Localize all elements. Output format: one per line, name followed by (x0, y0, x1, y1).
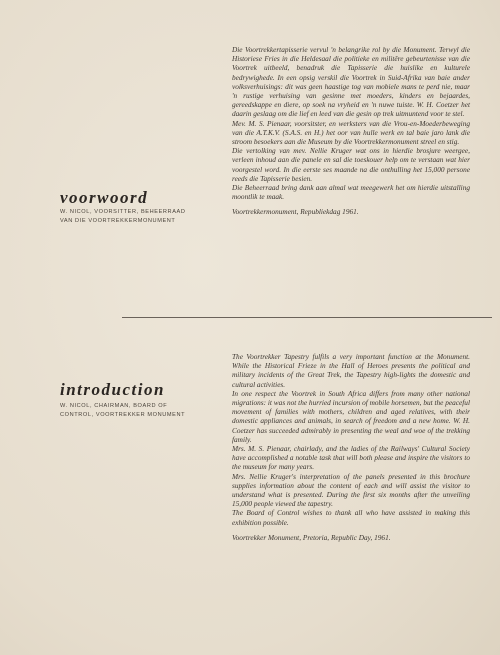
introduction-heading: introduction (60, 380, 165, 399)
voorwoord-byline-line: W. NICOL, VOORSITTER, BEHEERRAAD (60, 209, 186, 215)
voorwoord-paragraph: Die vertolking van mev. Nellie Kruger wat ons in hierdie brosjure weergee, verleen inhoud aan die panele en sal die toeskouer help om te verstaan wat hier voorgestel word. In die eerste ses maande na die onthulling het 15,000 persone reeds die Tapisserie besien. (232, 146, 470, 183)
voorwoord-byline (60, 208, 225, 226)
voorwoord-byline-line: VAN DIE VOORTREKKERMONUMENT (60, 218, 176, 224)
introduction-paragraph: The Voortrekker Tapestry fulfils a very important function at the Monument. While the Historical Frieze in the Hall of Heroes presents the political and military incidents of the Great Trek, the Tapestry high-lights the domestic and cultural activities. (232, 352, 470, 389)
introduction-paragraph: Mrs. Nellie Kruger's interpretation of the panels presented in this brochure supplies information about the content of each and will assist the visitor to understand what is presented. During the first six months after the unveiling 15,000 people viewed the tapestry. (232, 471, 470, 509)
introduction-paragraph: Mrs. M. S. Pienaar, chairlady, and the ladies of the Railways' Cultural Society have accomplished a notable task that will both please and inspire the visitors to the museum for many years. (232, 444, 470, 472)
voorwoord-heading: voorwoord (60, 188, 149, 207)
voorwoord-body (232, 45, 470, 217)
voorwoord-paragraph: Die Beheerraad bring dank aan almal wat meegewerk het om hierdie uitstalling moontlik te maak. (232, 183, 470, 202)
voorwoord-paragraph: Mev. M. S. Pienaar, voorsitster, en werksters van die Vrou-en-Moederbeweging van die A.T.K.V. (S.A.S. en H.) het oor van hulle werk en tal baie jaro lank die stroom besoekers aan die Museum by die Voortrekkermonument streel en stig. (232, 118, 470, 147)
introduction-paragraph: The Board of Control wishes to thank all who have assisted in making this exhibition possible. (232, 508, 470, 527)
introduction-byline (60, 402, 225, 420)
voorwoord-paragraph: Die Voortrekkertapisserie vervul 'n belangrike rol by die Monument. Terwyl die Historiese Fries in die Heldesaal die politieke en militêre gebeurtenisse van die Voortrek uitbeeld, benadruk die Tapisserie die huislike en kulturele bedrywighede. In een opsig verskil die Voortrek in Suid-Afrika van baie ander volksverhuisings: dit was geen haastige tog van mobiele mans te perd nie, maar 'n rustige verhuising van gesinne met moeders, kinders en bejaardes, gereedskappe en diere, op soek na vryheid en 'n nuwe tuiste. W. H. Coetzer het daarin geslaag om die lief en leed van die gesin op trek uitmuntend voor te stel. (232, 45, 470, 119)
voorwoord-signoff: Voortrekkermonument, Republiekdag 1961. (232, 207, 359, 217)
introduction-body (232, 352, 470, 542)
introduction-paragraph: In one respect the Voortrek in South Africa differs from many other national migrations: it was not the hurried incursion of mobile horsemen, but the peaceful movement of families with mothers, children and aged relatives, with their domestic appliances and animals, in search of freedom and a new home. W. H. Coetzer has succeeded admirably in presenting the weal and woe of the trekking family. (232, 388, 470, 444)
introduction-signoff: Voortrekker Monument, Pretoria, Republic Day, 1961. (232, 532, 391, 542)
introduction-byline-line: W. NICOL, CHAIRMAN, BOARD OF (60, 403, 168, 409)
section-divider (122, 317, 492, 318)
introduction-byline-line: CONTROL, VOORTREKKER MONUMENT (60, 412, 186, 418)
